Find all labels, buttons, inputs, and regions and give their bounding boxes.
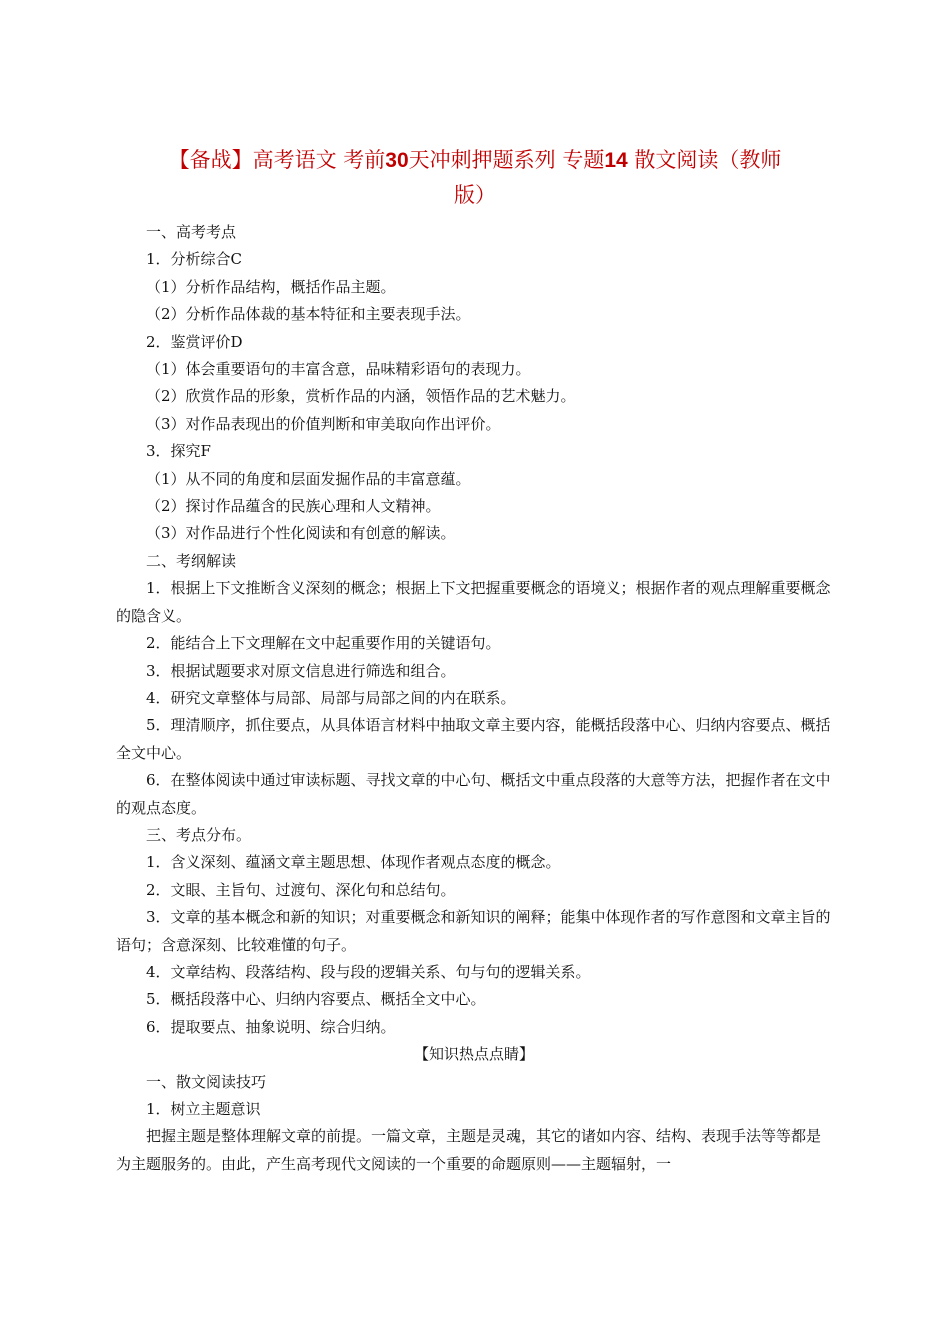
title-part-a: 【备战】高考语文 考前 xyxy=(168,148,386,172)
section2-paragraph: 5．理清顺序，抓住要点，从具体语言材料中抽取文章主要内容，能概括段落中心、归纳内容要点、概括全文中心。 xyxy=(116,716,831,762)
knowledge-heading: 【知识热点点睛】 xyxy=(413,1045,534,1064)
section2-paragraph: 3．根据试题要求对原文信息进行筛选和组合。 xyxy=(146,661,456,680)
section1-item2: 2．鉴赏评价D xyxy=(146,332,243,351)
section1-item3: 3．探究F xyxy=(146,442,211,461)
section1-item3-sub2: （2）探讨作品蕴含的民族心理和人文精神。 xyxy=(146,497,441,516)
section3-paragraph: 1．含义深刻、蕴涵文章主题思想、体现作者观点态度的概念。 xyxy=(146,853,561,872)
section1-item1: 1．分析综合C xyxy=(146,250,243,269)
section1-item2-sub3: （3）对作品表现出的价值判断和审美取向作出评价。 xyxy=(146,414,501,433)
knowledge-subheading: 一、散文阅读技巧 xyxy=(146,1072,267,1091)
section1-item3-sub1: （1）从不同的角度和层面发掘作品的丰富意蕴。 xyxy=(146,469,471,488)
section1-item1-sub2: （2）分析作品体裁的基本特征和主要表现手法。 xyxy=(146,305,471,324)
title-line2: 版） xyxy=(454,183,496,207)
title-number-14: 14 xyxy=(604,149,628,172)
title-number-30: 30 xyxy=(385,149,409,172)
section2-paragraph: 1．根据上下文推断含义深刻的概念；根据上下文把握重要概念的语境义；根据作者的观点理解重要概念的隐含义。 xyxy=(116,579,831,625)
section1-item3-sub3: （3）对作品进行个性化阅读和有创意的解读。 xyxy=(146,524,456,543)
knowledge-item1: 1．树立主题意识 xyxy=(146,1100,261,1118)
section3-paragraph: 5．概括段落中心、归纳内容要点、概括全文中心。 xyxy=(146,990,486,1009)
title-part-c: 散文阅读（教师 xyxy=(627,148,782,172)
section2-heading: 二、考纲解读 xyxy=(146,551,237,570)
section3-paragraph: 4．文章结构、段落结构、段与段的逻辑关系、句与句的逻辑关系。 xyxy=(146,962,591,981)
section3-heading: 三、考点分布。 xyxy=(146,825,252,844)
section3-paragraph: 2．文眼、主旨句、过渡句、深化句和总结句。 xyxy=(146,880,456,899)
document-body xyxy=(116,219,832,1178)
document-title xyxy=(112,143,838,212)
section2-paragraph: 2．能结合上下文理解在文中起重要作用的关键语句。 xyxy=(146,634,501,653)
title-part-b: 天冲刺押题系列 专题 xyxy=(408,148,605,172)
section2-paragraph: 6．在整体阅读中通过审读标题、寻找文章的中心句、概括文中重点段落的大意等方法，把握作者在文中的观点态度。 xyxy=(116,771,831,817)
section3-paragraph: 3．文章的基本概念和新的知识；对重要概念和新知识的阐释；能集中体现作者的写作意图和文章主旨的语句；含意深刻、比较难懂的句子。 xyxy=(116,908,831,954)
section1-item2-sub2: （2）欣赏作品的形象，赏析作品的内涵，领悟作品的艺术魅力。 xyxy=(146,387,576,406)
section1-heading: 一、高考考点 xyxy=(146,223,237,241)
section3-paragraph: 6．提取要点、抽象说明、综合归纳。 xyxy=(146,1017,396,1036)
section1-item2-sub1: （1）体会重要语句的丰富含意，品味精彩语句的表现力。 xyxy=(146,360,531,379)
section1-item1-sub1: （1）分析作品结构，概括作品主题。 xyxy=(146,277,396,296)
knowledge-paragraph: 把握主题是整体理解文章的前提。一篇文章，主题是灵魂，其它的诸如内容、结构、表现手法等等都是为主题服务的。由此，产生高考现代文阅读的一个重要的命题原则——主题辐射，一 xyxy=(116,1127,822,1173)
section2-paragraph: 4．研究文章整体与局部、局部与局部之间的内在联系。 xyxy=(146,688,516,707)
